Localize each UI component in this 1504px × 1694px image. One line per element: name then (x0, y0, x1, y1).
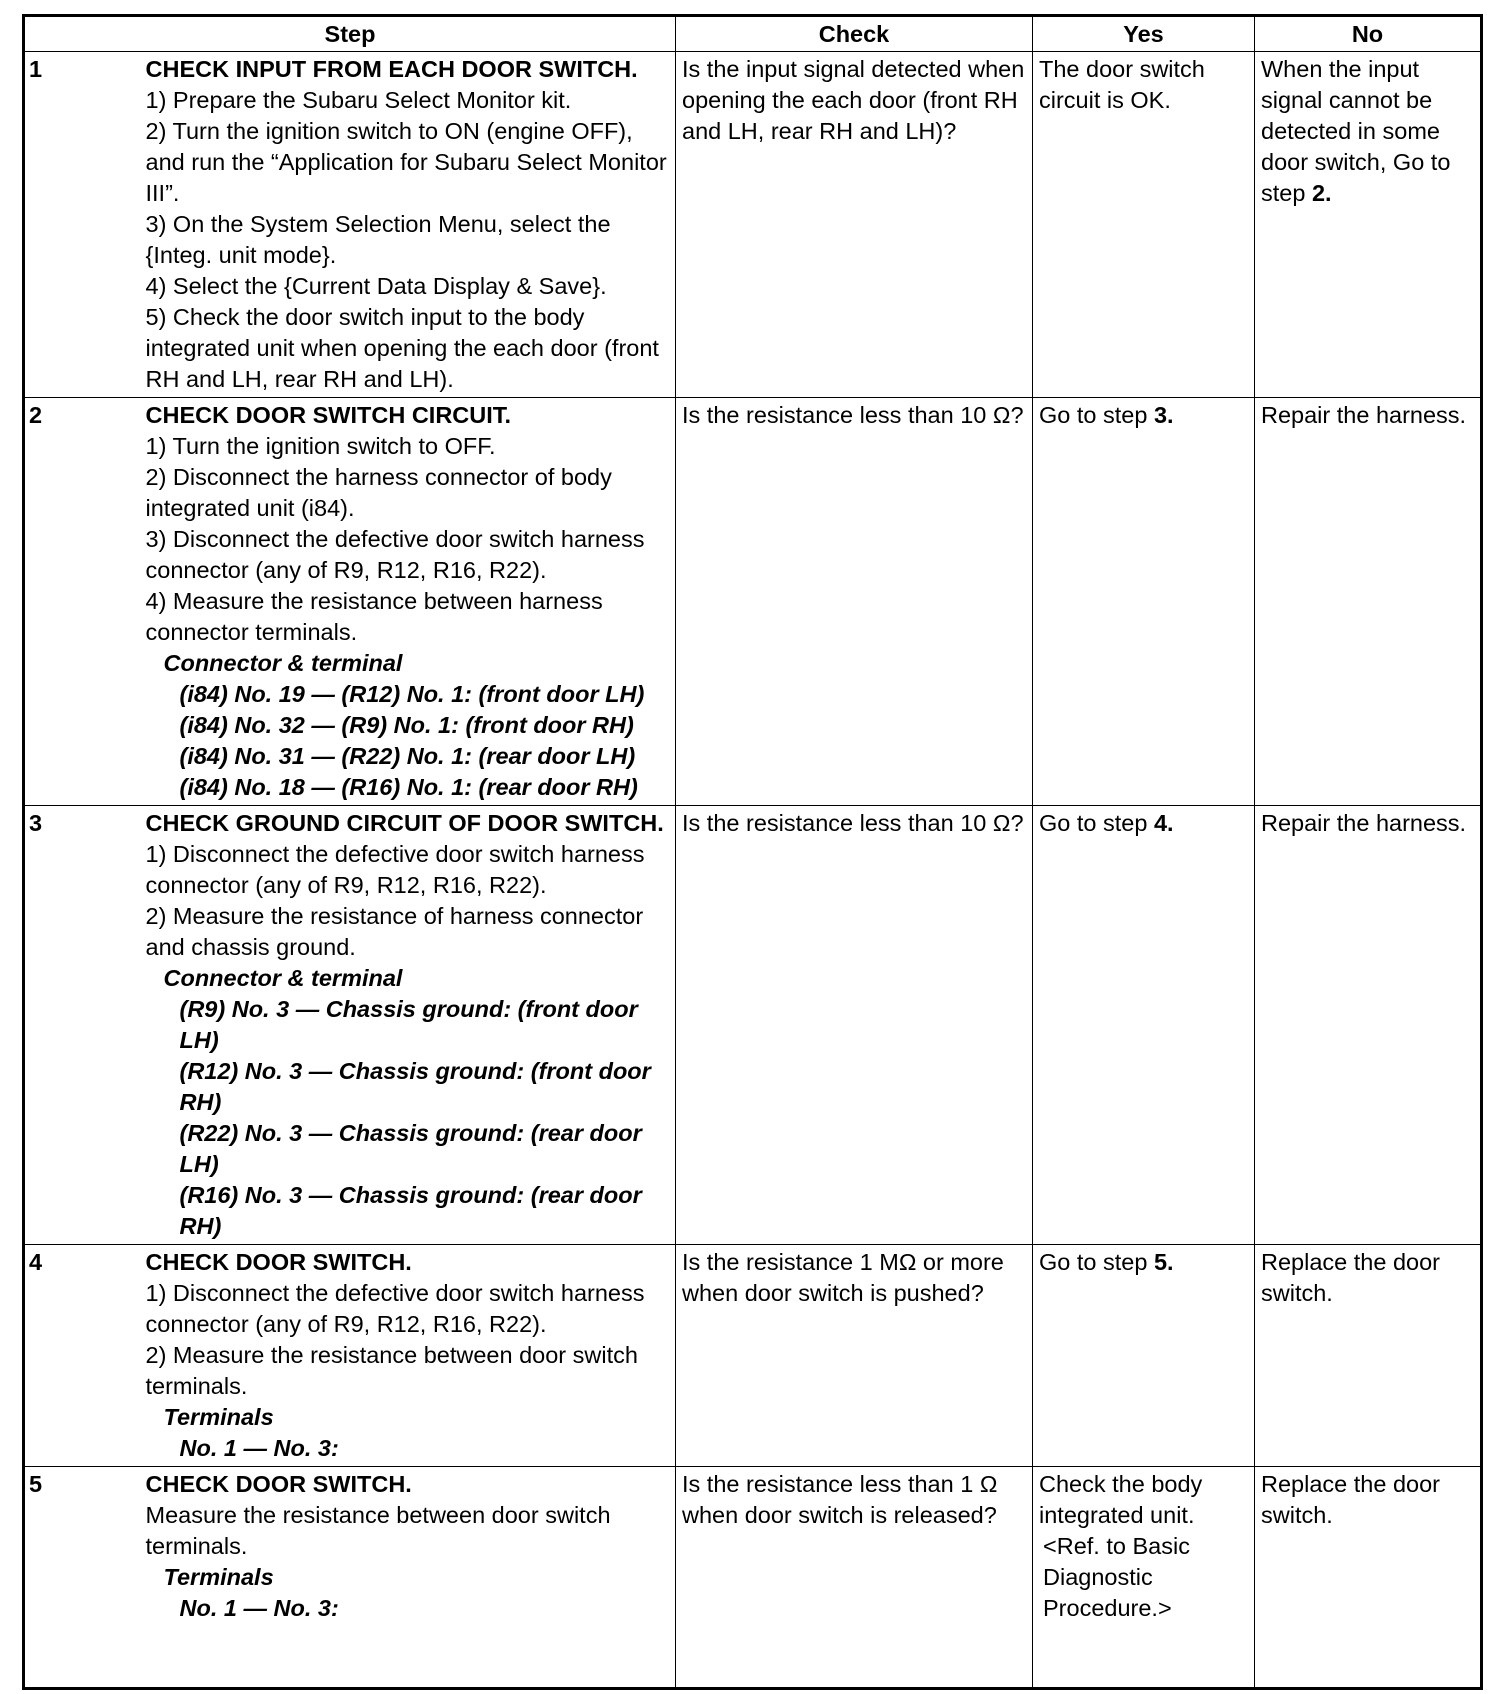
sub-heading: Terminals (163, 1404, 274, 1430)
step-line: 4) Select the {Current Data Display & Save}. (145, 273, 607, 299)
step-description (140, 806, 676, 1245)
no-cell: Repair the harness. (1255, 806, 1482, 1245)
header-row (24, 16, 1482, 52)
step-line: Measure the resistance between door switch terminals. (145, 1502, 611, 1559)
table-row (24, 1245, 1482, 1467)
table-row (24, 1467, 1482, 1689)
check-cell: Is the resistance less than 10 Ω? (676, 806, 1033, 1245)
step-title: CHECK DOOR SWITCH. (145, 1249, 412, 1275)
step-ref-dot: . (1325, 180, 1332, 206)
step-line: 1) Disconnect the defective door switch harness connector (any of R9, R12, R16, R22). (145, 841, 645, 898)
step-line: 3) Disconnect the defective door switch harness connector (any of R9, R12, R16, R22). (145, 526, 645, 583)
no-text: When the input signal cannot be detected in some door switch, Go to step (1261, 56, 1451, 206)
sub-item: (i84) No. 32 — (R9) No. 1: (front door RH) (179, 712, 634, 738)
sub-item: (i84) No. 19 — (R12) No. 1: (front door LH) (179, 681, 645, 707)
step-line: 5) Check the door switch input to the body integrated unit when opening the each door (front RH and LH, rear RH and LH). (145, 304, 659, 392)
step-number: 2 (24, 398, 140, 806)
sub-item: (i84) No. 31 — (R22) No. 1: (rear door LH) (179, 743, 636, 769)
yes-text: Go to step (1039, 1249, 1148, 1275)
diagnostic-table (22, 14, 1483, 1690)
step-number: 3 (24, 806, 140, 1245)
step-title: CHECK GROUND CIRCUIT OF DOOR SWITCH. (145, 810, 664, 836)
step-line: 1) Turn the ignition switch to OFF. (145, 433, 496, 459)
step-ref: 4 (1153, 810, 1168, 836)
yes-cell (1033, 1467, 1255, 1689)
step-ref-dot: . (1167, 1249, 1174, 1275)
step-line: 1) Disconnect the defective door switch harness connector (any of R9, R12, R16, R22). (145, 1280, 645, 1337)
table-row (24, 806, 1482, 1245)
yes-text: Go to step (1039, 402, 1148, 428)
sub-item: (R22) No. 3 — Chassis ground: (rear door LH) (179, 1120, 642, 1177)
header-no: No (1255, 16, 1482, 52)
header-yes: Yes (1033, 16, 1255, 52)
yes-cell: The door switch circuit is OK. (1033, 52, 1255, 398)
table-row (24, 398, 1482, 806)
sub-item: No. 1 — No. 3: (179, 1595, 339, 1621)
no-cell: Replace the door switch. (1255, 1467, 1482, 1689)
yes-text: Check the body integrated unit. (1039, 1471, 1203, 1528)
step-line: 4) Measure the resistance between harness connector terminals. (145, 588, 603, 645)
table-row (24, 52, 1482, 398)
header-check: Check (676, 16, 1033, 52)
step-line: 2) Measure the resistance between door switch terminals. (145, 1342, 638, 1399)
no-cell: Repair the harness. (1255, 398, 1482, 806)
sub-heading: Terminals (163, 1564, 274, 1590)
sub-item: (R9) No. 3 — Chassis ground: (front door LH) (179, 996, 638, 1053)
sub-item: No. 1 — No. 3: (179, 1435, 339, 1461)
no-cell: Replace the door switch. (1255, 1245, 1482, 1467)
step-number: 5 (24, 1467, 140, 1689)
sub-heading: Connector & terminal (163, 650, 403, 676)
yes-cell (1033, 806, 1255, 1245)
sub-item: (R12) No. 3 — Chassis ground: (front door RH) (179, 1058, 651, 1115)
step-number: 1 (24, 52, 140, 398)
step-title: CHECK DOOR SWITCH CIRCUIT. (145, 402, 512, 428)
sub-item: (R16) No. 3 — Chassis ground: (rear door RH) (179, 1182, 642, 1239)
no-cell (1255, 52, 1482, 398)
step-ref: 2 (1311, 180, 1326, 206)
step-ref-dot: . (1167, 402, 1174, 428)
step-description (140, 52, 676, 398)
sub-heading: Connector & terminal (163, 965, 403, 991)
step-title: CHECK DOOR SWITCH. (145, 1471, 412, 1497)
step-number: 4 (24, 1245, 140, 1467)
sub-item: (i84) No. 18 — (R16) No. 1: (rear door RH) (179, 774, 638, 800)
yes-cell (1033, 1245, 1255, 1467)
step-ref: 5 (1153, 1249, 1168, 1275)
step-ref: 3 (1153, 402, 1168, 428)
step-description (140, 398, 676, 806)
step-line: 2) Disconnect the harness connector of body integrated unit (i84). (145, 464, 612, 521)
procedure-reference: <Ref. to Basic Diagnostic Procedure.> (1043, 1533, 1190, 1621)
step-ref-dot: . (1167, 810, 1174, 836)
check-cell: Is the resistance 1 MΩ or more when door switch is pushed? (676, 1245, 1033, 1467)
step-title: CHECK INPUT FROM EACH DOOR SWITCH. (145, 56, 638, 82)
check-cell: Is the resistance less than 10 Ω? (676, 398, 1033, 806)
yes-text: Go to step (1039, 810, 1148, 836)
step-line: 2) Measure the resistance of harness connector and chassis ground. (145, 903, 644, 960)
yes-cell (1033, 398, 1255, 806)
check-cell: Is the input signal detected when opening the each door (front RH and LH, rear RH and LH)? (676, 52, 1033, 398)
step-line: 1) Prepare the Subaru Select Monitor kit. (145, 87, 572, 113)
step-line: 2) Turn the ignition switch to ON (engine OFF), and run the “Application for Subaru Select Monitor III”. (145, 118, 667, 206)
step-description (140, 1245, 676, 1467)
step-line: 3) On the System Selection Menu, select the {Integ. unit mode}. (145, 211, 611, 268)
header-step: Step (24, 16, 676, 52)
check-cell: Is the resistance less than 1 Ω when door switch is released? (676, 1467, 1033, 1689)
step-description (140, 1467, 676, 1689)
